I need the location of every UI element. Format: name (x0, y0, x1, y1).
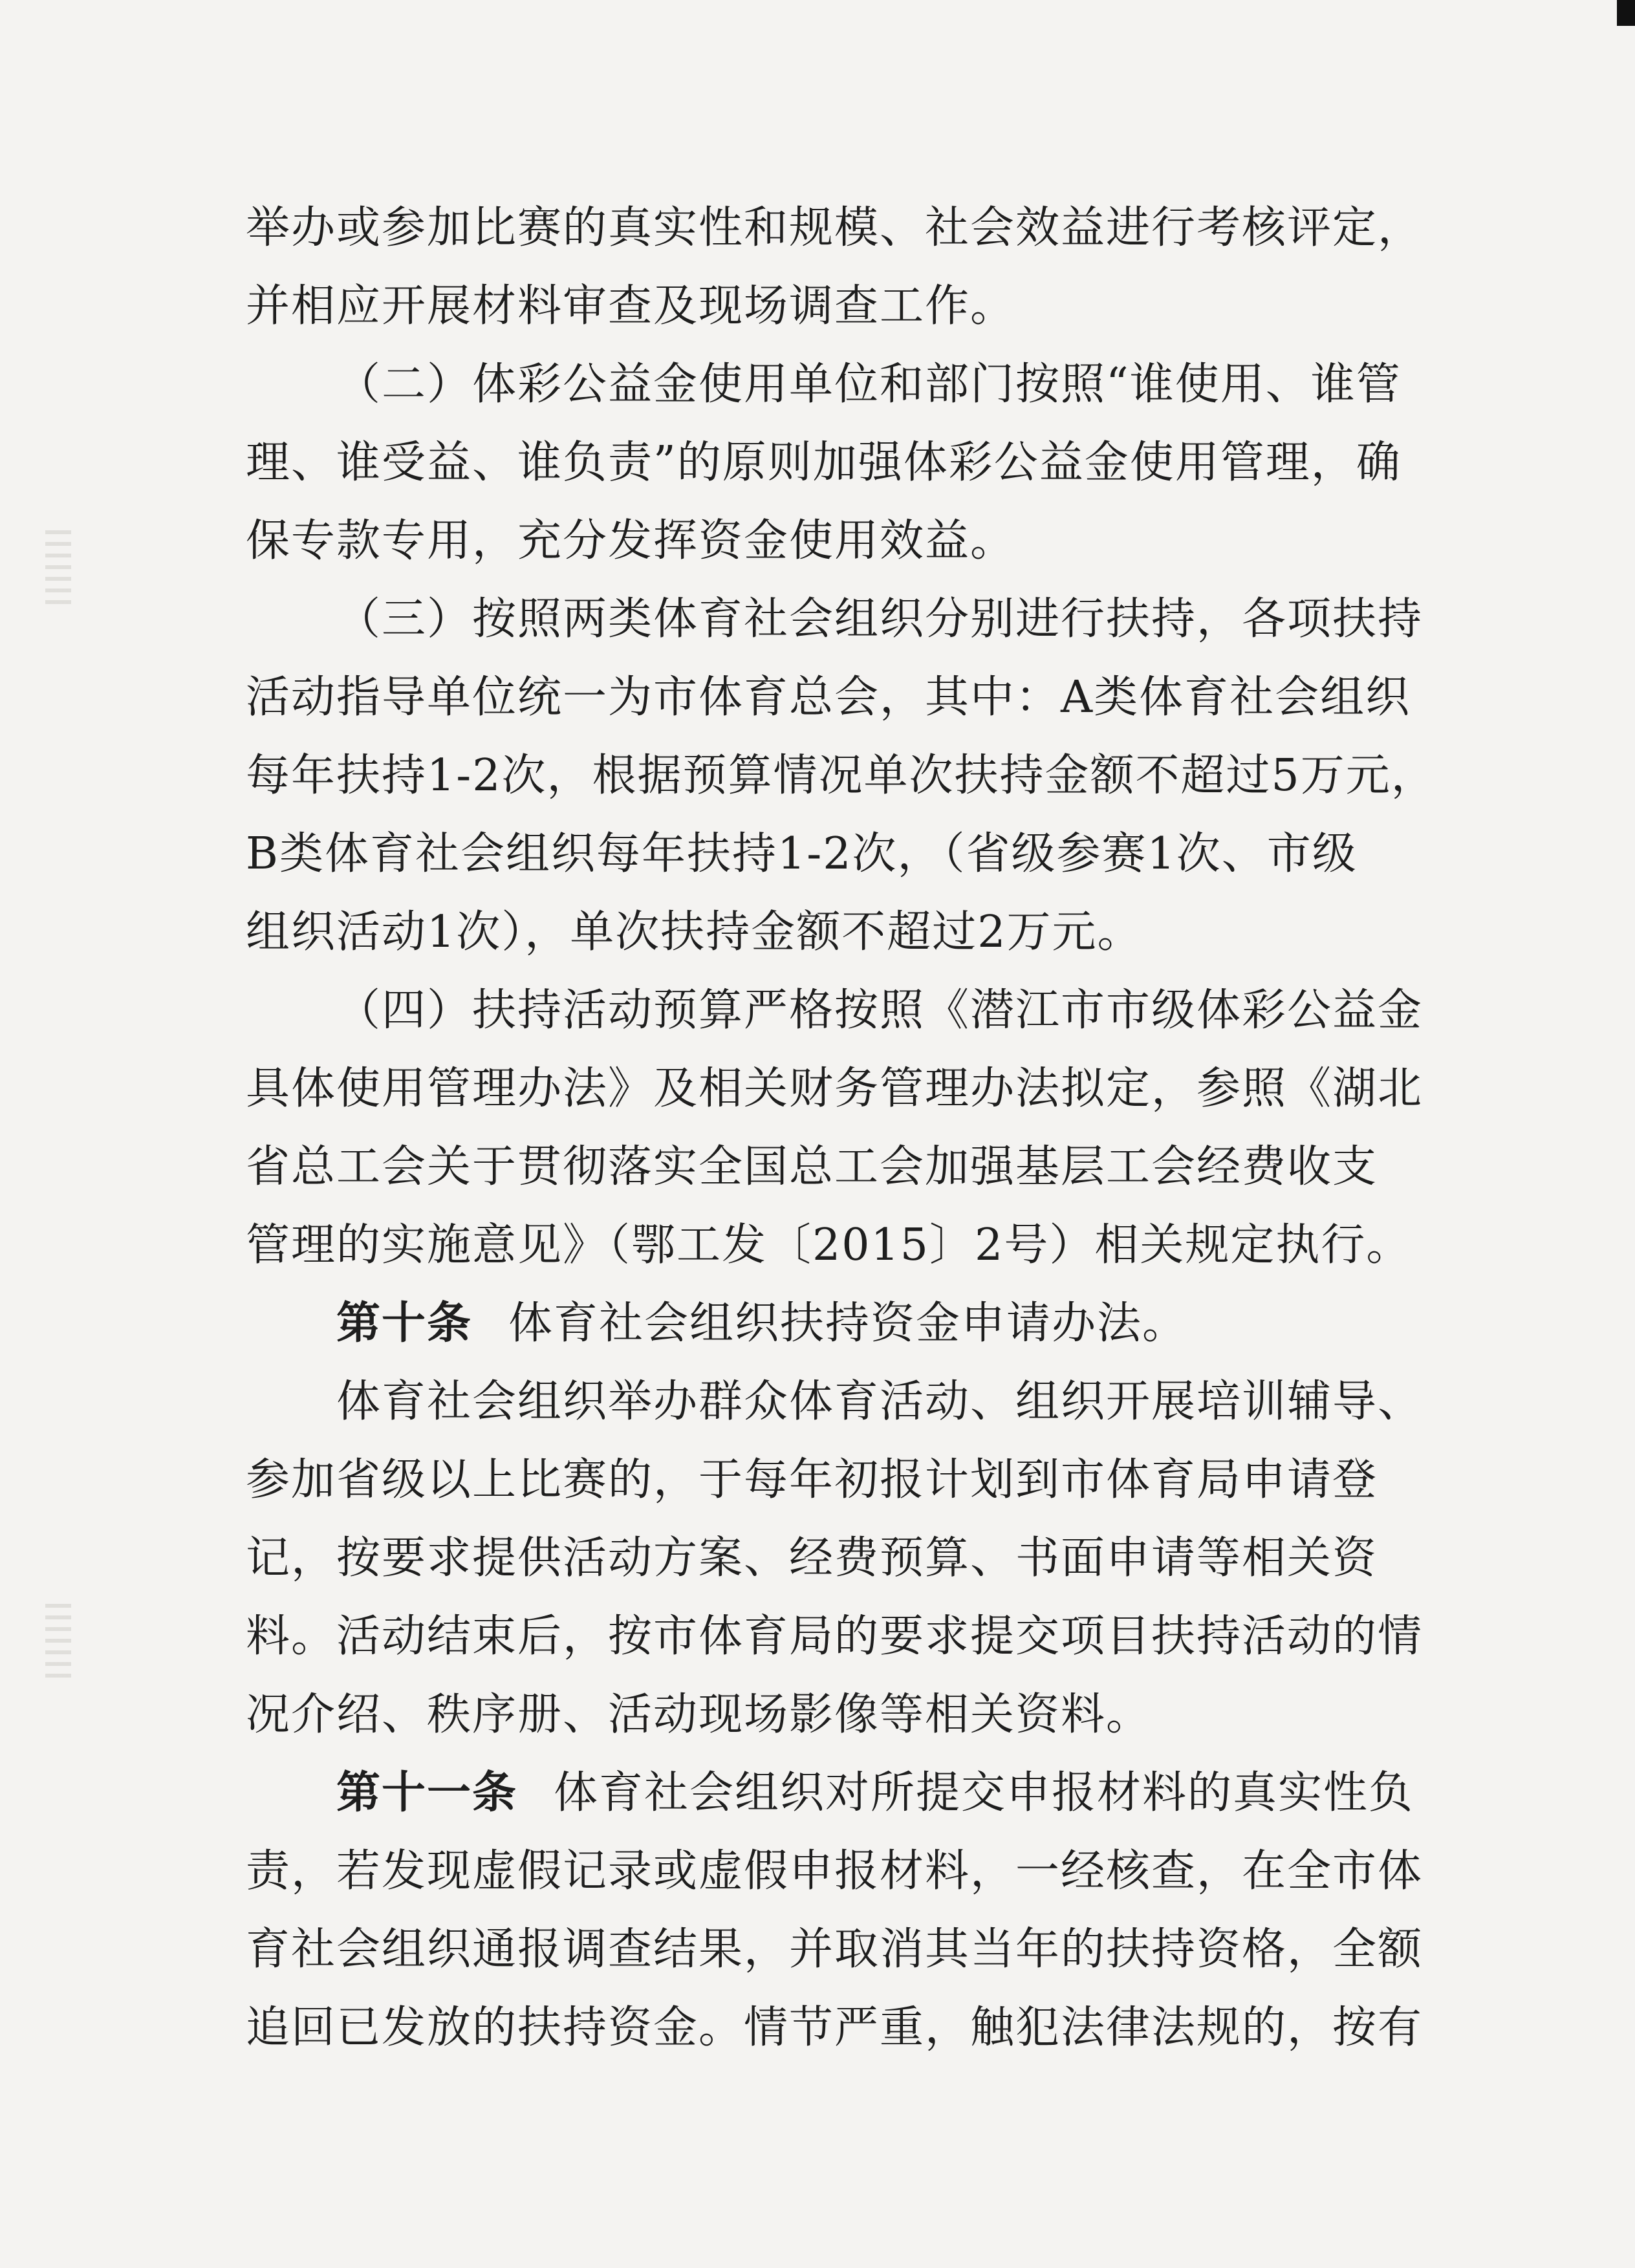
article-10-text: 体育社会组织扶持资金申请办法。 (508, 1298, 1188, 1349)
text-line: 责，若发现虚假记录或虚假申报材料，一经核查，在全市体 (246, 1846, 1424, 1897)
text-line: 育社会组织通报调查结果，并取消其当年的扶持资格，全额 (246, 1924, 1424, 1975)
text-line: （二）体彩公益金使用单位和部门按照“谁使用、谁管 (336, 359, 1402, 410)
text-line: 保专款专用，充分发挥资金使用效益。 (246, 515, 1016, 567)
text-line: 况介绍、秩序册、活动现场影像等相关资料。 (246, 1689, 1152, 1740)
article-10-heading: 第十条 (336, 1297, 473, 1349)
text-line: 参加省级以上比赛的，于每年初报计划到市体育局申请登 (246, 1454, 1378, 1506)
text-line: 活动指导单位统一为市体育总会，其中：A类体育社会组织 (246, 672, 1411, 723)
scan-edge-mark (1617, 0, 1635, 26)
text-line: （四）扶持活动预算严格按照《潜江市市级体彩公益金 (336, 985, 1424, 1036)
article-10-line (246, 1284, 1358, 1363)
text-line: B类体育社会组织每年扶持1-2次，（省级参赛1次、市级 (246, 828, 1358, 880)
article-11-heading: 第十一条 (336, 1767, 518, 1819)
binding-hole-mark (45, 1604, 71, 1681)
article-11-text: 体育社会组织对所提交申报材料的真实性负 (554, 1767, 1414, 1819)
text-line: 追回已发放的扶持资金。情节严重，触犯法律法规的，按有 (246, 2002, 1424, 2053)
text-line: 举办或参加比赛的真实性和规模、社会效益进行考核评定， (246, 202, 1424, 254)
article-11-line (246, 1754, 1414, 1832)
text-line: 并相应开展材料审查及现场调查工作。 (246, 281, 1016, 332)
document-body (246, 189, 1436, 2067)
text-line: 省总工会关于贯彻落实全国总工会加强基层工会经费收支 (246, 1141, 1378, 1193)
text-line: 体育社会组织举办群众体育活动、组织开展培训辅导、 (336, 1376, 1424, 1427)
text-line: 料。活动结束后，按市体育局的要求提交项目扶持活动的情 (246, 1611, 1424, 1662)
text-line: 记，按要求提供活动方案、经费预算、书面申请等相关资 (246, 1533, 1378, 1584)
text-line: 理、谁受益、谁负责”的原则加强体彩公益金使用管理，确 (246, 437, 1402, 488)
binding-hole-mark (45, 530, 71, 608)
text-line: （三）按照两类体育社会组织分别进行扶持，各项扶持 (336, 594, 1424, 645)
text-line: 管理的实施意见》（鄂工发〔2015〕2号）相关规定执行。 (246, 1220, 1412, 1271)
text-line: 组织活动1次），单次扶持金额不超过2万元。 (246, 907, 1143, 958)
text-line: 具体使用管理办法》及相关财务管理办法拟定，参照《湖北 (246, 1063, 1424, 1114)
text-line: 每年扶持1-2次，根据预算情况单次扶持金额不超过5万元， (246, 750, 1436, 801)
